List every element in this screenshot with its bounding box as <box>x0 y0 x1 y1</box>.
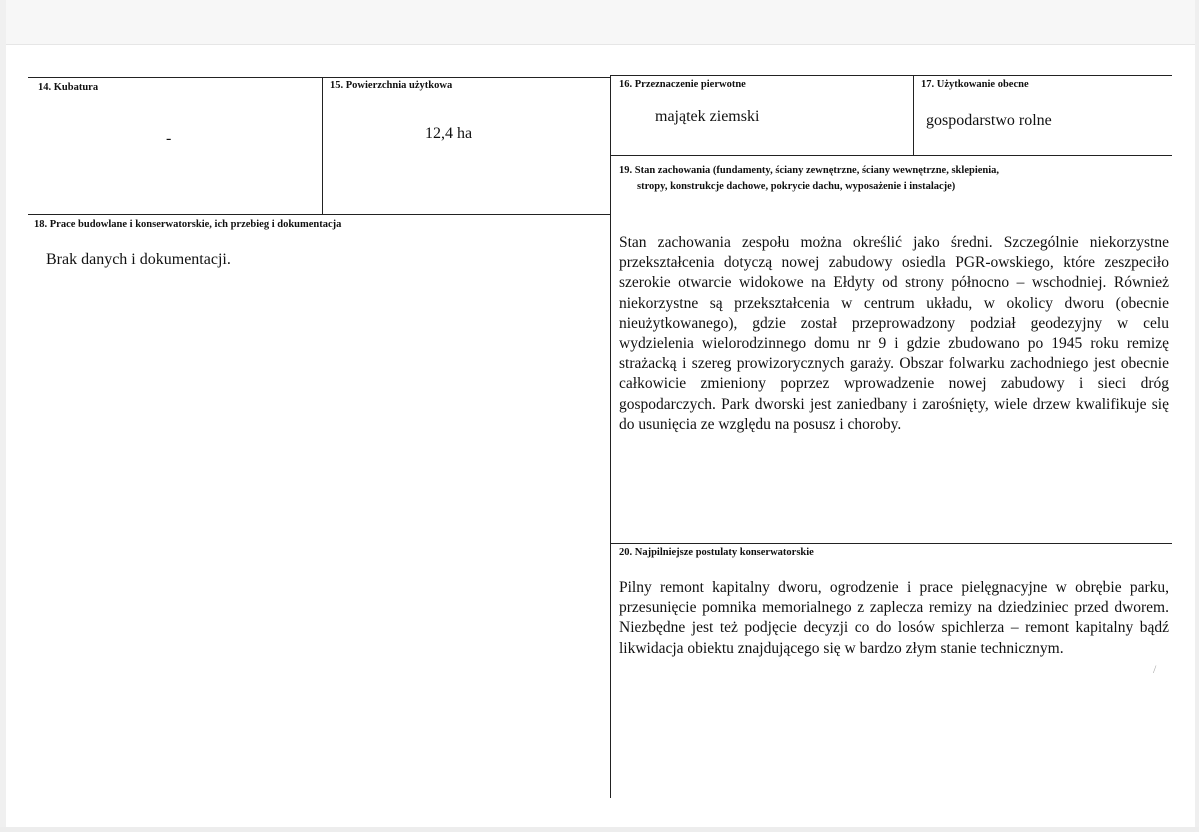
field-20-text: Pilny remont kapitalny dworu, ogrodzenie i prace pielęgnacyjne w obrębie parku, przesunięcie pomnika memorialnego z zaplecza remizy na dziedziniec przed dworem. Niezbędne jest też podjęcie decyzji co do losów spichlerza – remont kapitalny bądź likwidacja obiektu znajdującego się w bardzo złym stanie technicznym. <box>619 579 1169 657</box>
center-divider <box>610 75 611 798</box>
field-18-value: Brak danych i dokumentacji. <box>46 251 231 268</box>
rule-above-20 <box>610 543 1172 544</box>
divider-16-17 <box>913 75 914 155</box>
scan-left-edge <box>0 0 6 832</box>
field-15-label: 15. Powierzchnia użytkowa <box>330 80 453 91</box>
field-16-value: majątek ziemski <box>655 108 760 125</box>
field-14-value: - <box>166 130 172 147</box>
field-19-label-line2: stropy, konstrukcje dachowe, pokrycie dachu, wyposażenie i instalacje) <box>637 181 956 192</box>
scan-right-edge <box>1195 0 1199 832</box>
scan-speck: / <box>1153 662 1157 676</box>
scan-bottom-edge <box>0 827 1199 832</box>
field-20-label: 20. Najpilniejsze postulaty konserwatorskie <box>619 547 814 558</box>
field-15-value: 12,4 ha <box>425 125 473 142</box>
field-19-label-line1: 19. Stan zachowania (fundamenty, ściany zewnętrzne, ściany wewnętrzne, sklepienia, <box>619 165 1000 176</box>
field-14-label: 14. Kubatura <box>38 82 99 93</box>
top-rule-left <box>28 77 610 78</box>
top-rule-right <box>610 75 1172 76</box>
rule-above-19 <box>610 155 1172 156</box>
field-16-label: 16. Przeznaczenie pierwotne <box>619 79 746 90</box>
field-17-value: gospodarstwo rolne <box>926 112 1052 129</box>
field-19-text: Stan zachowania zespołu można określić jako średni. Szczególnie niekorzystne przekształcenia dotyczą nowej zabudowy osiedla PGR-owskiego, które zeszpeciło szerokie otwarcie widokowe na Ełdyty od strony północno – wschodniej. Również niekorzystne są przekształcenia w centrum układu, w okolicy dworu (obecnie nieużytkowanego), gdzie został przeprowadzony podział geodezyjny w celu wydzielenia wielorodzinnego domu nr 9 i gdzie zbudowano po 1945 roku remizę strażacką i szereg prowizorycznych garaży. Obszar folwarku zachodniego jest obecnie całkowicie zmieniony poprzez wprowadzenie nowej zabudowy i sieci dróg gospodarczych. Park dworski jest zaniedbany i zarośnięty, wiele drzew kwalifikuje się do usunięcia ze względu na posusz i choroby. <box>619 234 1169 433</box>
divider-14-15 <box>322 77 323 214</box>
field-18-label: 18. Prace budowlane i konserwatorskie, ich przebieg i dokumentacja <box>34 219 342 230</box>
scan-top-margin <box>0 0 1199 45</box>
field-17-label: 17. Użytkowanie obecne <box>921 79 1029 90</box>
rule-above-18 <box>28 214 610 215</box>
